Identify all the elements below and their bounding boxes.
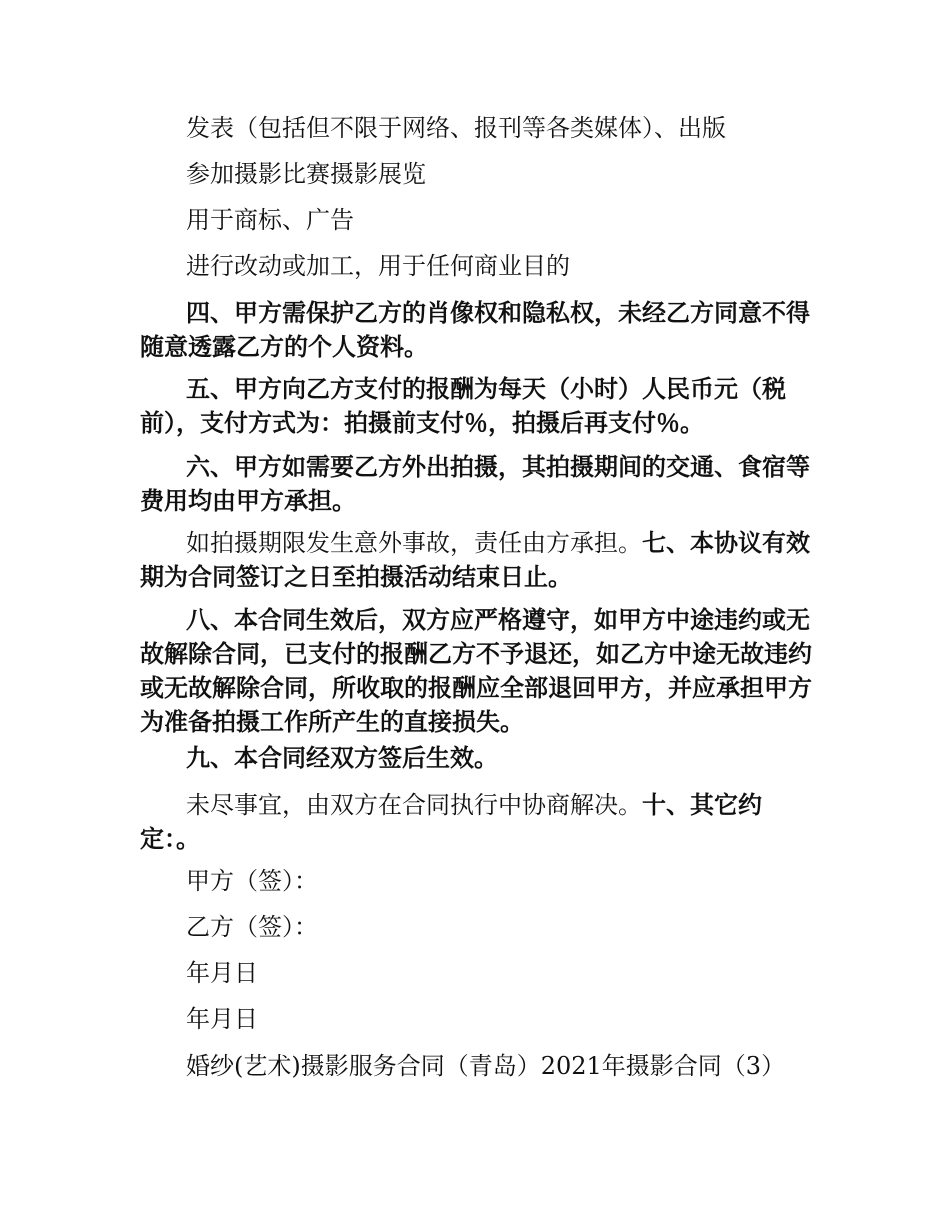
signature-label: 甲方（签）：: [186, 867, 318, 895]
clause-text: 七、本协议有效期为合同签订之日至拍摄活动结束日止。: [140, 528, 810, 591]
signature-label: 乙方（签）：: [186, 913, 318, 941]
paragraph-text: 发表（包括但不限于网络、报刊等各类媒体）、出版: [186, 114, 726, 142]
date-line-a: [140, 956, 812, 990]
clause-8-breach: [140, 603, 812, 739]
clause-10-other: [140, 788, 812, 856]
paragraph-modification: [140, 249, 812, 283]
clause-text: 四、甲方需保护乙方的肖像权和隐私权，未经乙方同意不得随意透露乙方的个人资料。: [140, 298, 810, 361]
clause-6-travel: [140, 450, 812, 518]
paragraph-text: 未尽事宜，由双方在合同执行中协商解决。: [186, 791, 642, 819]
clause-9-effective: [140, 741, 812, 775]
date-label: 年月日: [186, 1005, 258, 1033]
paragraph-text: 如拍摄期限发生意外事故，责任由方承担。: [186, 529, 642, 557]
paragraph-text: 用于商标、广告: [186, 206, 354, 234]
date-line-b: [140, 1002, 812, 1036]
date-label: 年月日: [186, 959, 258, 987]
clause-4-privacy: [140, 296, 812, 364]
paragraph-text: 进行改动或加工，用于任何商业目的: [186, 252, 570, 280]
paragraph-competition: [140, 157, 812, 191]
clause-text: 九、本合同经双方签后生效。: [186, 743, 498, 772]
heading-text: 婚纱(艺术)摄影服务合同（青岛）2021年摄影合同（3）: [186, 1052, 786, 1080]
clause-5-payment: [140, 372, 812, 440]
signature-party-b: [140, 910, 812, 944]
clause-text: 八、本合同生效后，双方应严格遵守，如甲方中途违约或无故解除合同，已支付的报酬乙方不予退还，如乙方中途无故违约或无故解除合同，所收取的报酬应全部退回甲方，并应承担甲方为准备拍摄工作所产生的直接损失。: [140, 605, 812, 736]
clause-text: 十、其它约定：。: [140, 790, 762, 853]
clause-text: 六、甲方如需要乙方外出拍摄，其拍摄期间的交通、食宿等费用均由甲方承担。: [140, 452, 810, 515]
paragraph-text: 参加摄影比赛摄影展览: [186, 160, 426, 188]
paragraph-trademark: [140, 203, 812, 237]
document-heading-next: [140, 1049, 812, 1083]
paragraph-publish: [140, 111, 812, 145]
clause-text: 五、甲方向乙方支付的报酬为每天（小时）人民币元（税前），支付方式为：拍摄前支付％，拍摄后再支付％。: [140, 374, 786, 437]
clause-7-term: [140, 526, 812, 594]
signature-party-a: [140, 864, 812, 898]
